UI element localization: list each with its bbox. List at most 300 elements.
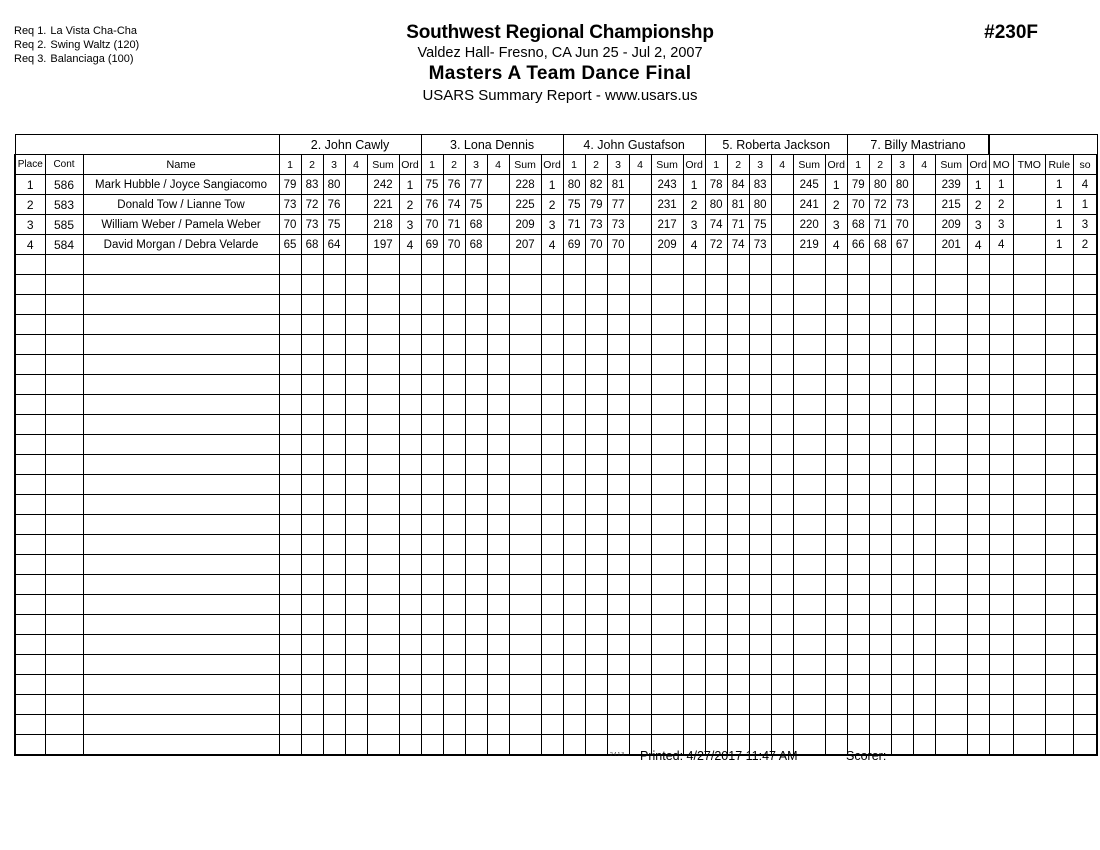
- cell-j4-ord: 1: [825, 175, 847, 195]
- table-row-empty[interactable]: [15, 255, 1097, 275]
- cell-j1-score-3: [323, 495, 345, 515]
- cell-j2-score-3: [465, 275, 487, 295]
- cell-j2-sum: [509, 555, 541, 575]
- cell-j3-sum: [651, 515, 683, 535]
- cell-j1-ord: [399, 455, 421, 475]
- cell-j5-sum: [935, 555, 967, 575]
- cell-j4-score-3: [749, 655, 771, 675]
- cell-j2-score-2: [443, 295, 465, 315]
- cell-j3-score-3: [607, 315, 629, 335]
- cell-j2-score-4: [487, 415, 509, 435]
- sheet-footer: [14, 749, 1044, 771]
- cell-j5-sum: [935, 595, 967, 615]
- table-row-empty[interactable]: [15, 315, 1097, 335]
- cell-j5-score-4: [913, 335, 935, 355]
- cell-j1-score-2: [301, 515, 323, 535]
- cell-tmo: [1013, 535, 1045, 555]
- cell-j2-score-2: [443, 555, 465, 575]
- cell-j1-score-1: [279, 515, 301, 535]
- cell-rule: [1045, 375, 1073, 395]
- cell-so: [1073, 275, 1097, 295]
- table-row-empty[interactable]: [15, 415, 1097, 435]
- cell-j5-ord: [967, 275, 989, 295]
- table-row-empty[interactable]: [15, 535, 1097, 555]
- cell-j2-score-3: [465, 555, 487, 575]
- cell-j3-score-3: [607, 695, 629, 715]
- table-row[interactable]: [15, 215, 1097, 235]
- cell-j2-score-1: [421, 295, 443, 315]
- cell-j4-sum: [793, 715, 825, 735]
- event-number: #230F: [984, 22, 1038, 43]
- cell-j1-score-4: [345, 475, 367, 495]
- cell-j3-score-1: [563, 515, 585, 535]
- cell-j4-score-2: [727, 535, 749, 555]
- table-row[interactable]: [15, 175, 1097, 195]
- cell-j5-score-2: [869, 295, 891, 315]
- cell-j5-score-3: [891, 595, 913, 615]
- cell-place: [15, 395, 45, 415]
- cell-j5-score-4: [913, 455, 935, 475]
- cell-j2-sum: [509, 675, 541, 695]
- cell-j3-score-4: [629, 475, 651, 495]
- col-header-j2-sum: Sum: [509, 155, 541, 175]
- cell-so: [1073, 695, 1097, 715]
- cell-j5-sum: [935, 635, 967, 655]
- cell-j4-sum: [793, 355, 825, 375]
- cell-j4-score-1: [705, 275, 727, 295]
- cell-tmo: [1013, 595, 1045, 615]
- cell-j3-ord: [683, 495, 705, 515]
- cell-j2-score-4: [487, 295, 509, 315]
- judge-band-spacer-right: [989, 135, 1097, 155]
- table-row-empty[interactable]: [15, 595, 1097, 615]
- cell-j1-score-2: [301, 615, 323, 635]
- cell-j1-score-4: [345, 655, 367, 675]
- cell-j4-sum: [793, 475, 825, 495]
- cell-j4-score-4: [771, 335, 793, 355]
- cell-name: [83, 595, 279, 615]
- cell-j2-sum: [509, 315, 541, 335]
- cell-j3-score-2: [585, 675, 607, 695]
- cell-j2-score-3: [465, 695, 487, 715]
- cell-so: [1073, 415, 1097, 435]
- cell-j2-score-2: 76: [443, 175, 465, 195]
- cell-j5-score-1: [847, 615, 869, 635]
- cell-j1-score-4: [345, 415, 367, 435]
- cell-j1-score-3: 64: [323, 235, 345, 255]
- cell-j1-score-1: [279, 315, 301, 335]
- cell-j4-ord: 2: [825, 195, 847, 215]
- cell-j4-score-4: [771, 255, 793, 275]
- cell-j5-score-1: 70: [847, 195, 869, 215]
- cell-j1-score-4: [345, 335, 367, 355]
- cell-j1-sum: 197: [367, 235, 399, 255]
- cell-j3-ord: [683, 615, 705, 635]
- cell-j2-score-3: [465, 495, 487, 515]
- cell-j5-score-4: [913, 695, 935, 715]
- cell-j1-score-3: [323, 515, 345, 535]
- cell-j1-score-2: [301, 295, 323, 315]
- cell-j3-score-1: [563, 595, 585, 615]
- cell-j4-score-2: [727, 515, 749, 535]
- requirement-number: 3.: [37, 53, 47, 65]
- table-row-empty[interactable]: [15, 575, 1097, 595]
- cell-j2-score-2: [443, 355, 465, 375]
- cell-j1-score-2: [301, 255, 323, 275]
- cell-name: [83, 635, 279, 655]
- col-header-j2-ord: Ord: [541, 155, 563, 175]
- cell-j1-score-3: 75: [323, 215, 345, 235]
- table-row-empty[interactable]: [15, 435, 1097, 455]
- cell-j2-sum: [509, 695, 541, 715]
- cell-mo: [989, 475, 1013, 495]
- table-row-empty[interactable]: [15, 275, 1097, 295]
- cell-j4-ord: [825, 515, 847, 535]
- cell-mo: [989, 275, 1013, 295]
- cell-rule: [1045, 495, 1073, 515]
- cell-j5-score-3: [891, 715, 913, 735]
- cell-j3-sum: [651, 695, 683, 715]
- cell-j4-score-2: [727, 395, 749, 415]
- cell-place: [15, 375, 45, 395]
- table-row-empty[interactable]: [15, 475, 1097, 495]
- cell-j4-ord: [825, 695, 847, 715]
- cell-j1-score-4: [345, 215, 367, 235]
- cell-j1-score-2: 83: [301, 175, 323, 195]
- cell-j2-score-3: [465, 715, 487, 735]
- cell-j1-ord: [399, 575, 421, 595]
- cell-j1-sum: 242: [367, 175, 399, 195]
- cell-j5-score-3: [891, 495, 913, 515]
- cell-j1-sum: [367, 495, 399, 515]
- cell-j2-score-4: [487, 615, 509, 635]
- cell-j4-score-2: [727, 335, 749, 355]
- cell-j5-sum: [935, 295, 967, 315]
- table-row-empty[interactable]: [15, 615, 1097, 635]
- cell-j1-sum: [367, 455, 399, 475]
- cell-j1-score-2: [301, 655, 323, 675]
- cell-j1-ord: [399, 295, 421, 315]
- cell-j1-score-3: [323, 395, 345, 415]
- cell-j2-score-4: [487, 495, 509, 515]
- cell-tmo: [1013, 435, 1045, 455]
- cell-j3-sum: [651, 255, 683, 275]
- cell-cont: [45, 255, 83, 275]
- cell-j2-score-3: 77: [465, 175, 487, 195]
- cell-j5-sum: [935, 315, 967, 335]
- cell-j5-score-2: [869, 595, 891, 615]
- cell-j4-score-2: [727, 475, 749, 495]
- cell-j2-score-4: [487, 215, 509, 235]
- cell-j2-ord: [541, 695, 563, 715]
- cell-j4-score-1: [705, 495, 727, 515]
- cell-j3-score-4: [629, 255, 651, 275]
- cell-j1-sum: [367, 315, 399, 335]
- cell-tmo: [1013, 615, 1045, 635]
- cell-j3-score-4: [629, 415, 651, 435]
- table-row-empty[interactable]: [15, 555, 1097, 575]
- cell-j4-score-4: [771, 575, 793, 595]
- table-row-empty[interactable]: [15, 515, 1097, 535]
- cell-mo: [989, 415, 1013, 435]
- cell-j2-sum: 228: [509, 175, 541, 195]
- cell-so: 3: [1073, 215, 1097, 235]
- cell-cont: [45, 475, 83, 495]
- cell-j4-score-1: 80: [705, 195, 727, 215]
- cell-j1-score-4: [345, 435, 367, 455]
- cell-j2-score-1: [421, 375, 443, 395]
- cell-j5-score-2: [869, 435, 891, 455]
- cell-j1-score-2: [301, 435, 323, 455]
- cell-j1-ord: [399, 435, 421, 455]
- cell-j5-score-3: [891, 575, 913, 595]
- table-row-empty[interactable]: [15, 495, 1097, 515]
- cell-j5-score-1: [847, 355, 869, 375]
- cell-rule: [1045, 475, 1073, 495]
- cell-j4-score-3: [749, 555, 771, 575]
- table-row-empty[interactable]: [15, 335, 1097, 355]
- cell-j3-sum: [651, 595, 683, 615]
- cell-j3-ord: [683, 595, 705, 615]
- cell-tmo: [1013, 675, 1045, 695]
- cell-j1-sum: [367, 595, 399, 615]
- col-header-rule: Rule: [1045, 155, 1073, 175]
- column-header-row: [15, 155, 1097, 175]
- cell-j4-score-4: [771, 535, 793, 555]
- score-sheet: [14, 134, 1091, 756]
- table-row[interactable]: [15, 195, 1097, 215]
- cell-j1-score-4: [345, 615, 367, 635]
- cell-j4-score-1: [705, 535, 727, 555]
- cell-j2-score-4: [487, 195, 509, 215]
- table-row-empty[interactable]: [15, 635, 1097, 655]
- cell-j2-ord: [541, 495, 563, 515]
- cell-j2-score-4: [487, 275, 509, 295]
- table-row-empty[interactable]: [15, 355, 1097, 375]
- cell-mo: [989, 675, 1013, 695]
- cell-j4-ord: [825, 435, 847, 455]
- cell-j5-score-3: [891, 275, 913, 295]
- cell-place: [15, 455, 45, 475]
- cell-j3-score-4: [629, 175, 651, 195]
- cell-j5-score-4: [913, 655, 935, 675]
- cell-j5-sum: [935, 715, 967, 735]
- cell-j3-score-4: [629, 695, 651, 715]
- cell-j1-score-1: 65: [279, 235, 301, 255]
- col-header-j4-2: 2: [727, 155, 749, 175]
- cell-j3-score-4: [629, 535, 651, 555]
- table-row-empty[interactable]: [15, 655, 1097, 675]
- cell-j5-ord: [967, 415, 989, 435]
- cell-j2-ord: 3: [541, 215, 563, 235]
- cell-j1-score-4: [345, 595, 367, 615]
- cell-j1-score-1: [279, 395, 301, 415]
- cell-tmo: [1013, 395, 1045, 415]
- table-row-empty[interactable]: [15, 715, 1097, 735]
- requirements-list: [14, 24, 139, 66]
- scorer-label: Scorer:: [846, 749, 887, 763]
- cell-j4-score-4: [771, 675, 793, 695]
- cell-j5-sum: [935, 355, 967, 375]
- cell-name: [83, 275, 279, 295]
- cell-name: [83, 415, 279, 435]
- cell-j4-score-4: [771, 175, 793, 195]
- cell-j3-ord: [683, 255, 705, 275]
- cell-j1-score-1: [279, 415, 301, 435]
- cell-j5-score-3: 70: [891, 215, 913, 235]
- cell-j5-ord: [967, 635, 989, 655]
- cell-cont: [45, 375, 83, 395]
- cell-j5-ord: [967, 375, 989, 395]
- cell-j5-score-3: [891, 335, 913, 355]
- cell-j3-ord: [683, 535, 705, 555]
- cell-j3-score-2: 73: [585, 215, 607, 235]
- cell-j1-sum: [367, 335, 399, 355]
- cell-j1-score-4: [345, 195, 367, 215]
- cell-so: [1073, 535, 1097, 555]
- cell-j1-score-2: [301, 695, 323, 715]
- cell-j5-sum: 209: [935, 215, 967, 235]
- cell-j2-ord: [541, 515, 563, 535]
- cell-j4-sum: [793, 495, 825, 515]
- cell-j2-score-3: [465, 655, 487, 675]
- cell-j4-score-1: [705, 435, 727, 455]
- cell-j4-ord: [825, 475, 847, 495]
- cell-j5-score-2: [869, 715, 891, 735]
- cell-j5-score-2: [869, 355, 891, 375]
- table-row-empty[interactable]: [15, 395, 1097, 415]
- cell-j5-score-2: [869, 695, 891, 715]
- cell-j2-score-1: [421, 615, 443, 635]
- cell-j2-score-2: [443, 435, 465, 455]
- cell-j1-ord: [399, 315, 421, 335]
- cell-j4-score-4: [771, 715, 793, 735]
- cell-j5-score-4: [913, 715, 935, 735]
- cell-cont: [45, 695, 83, 715]
- cell-j5-score-1: 68: [847, 215, 869, 235]
- cell-mo: [989, 595, 1013, 615]
- cell-j5-ord: 2: [967, 195, 989, 215]
- cell-j2-score-1: [421, 415, 443, 435]
- cell-j3-score-4: [629, 195, 651, 215]
- cell-j3-sum: [651, 495, 683, 515]
- cell-j4-sum: 241: [793, 195, 825, 215]
- cell-so: [1073, 495, 1097, 515]
- cell-tmo: [1013, 575, 1045, 595]
- cell-j5-score-2: [869, 255, 891, 275]
- cell-j2-sum: [509, 615, 541, 635]
- cell-j3-score-1: [563, 555, 585, 575]
- cell-j4-score-2: 84: [727, 175, 749, 195]
- cell-j3-sum: [651, 475, 683, 495]
- cell-j3-score-4: [629, 335, 651, 355]
- cell-rule: [1045, 335, 1073, 355]
- cell-j5-sum: [935, 515, 967, 535]
- cell-j2-ord: [541, 655, 563, 675]
- cell-j3-sum: [651, 395, 683, 415]
- cell-so: [1073, 395, 1097, 415]
- cell-rule: [1045, 435, 1073, 455]
- cell-j4-score-1: [705, 715, 727, 735]
- cell-j3-sum: [651, 715, 683, 735]
- cell-j3-score-1: [563, 475, 585, 495]
- cell-j3-sum: [651, 635, 683, 655]
- cell-j1-score-3: [323, 475, 345, 495]
- table-row-empty[interactable]: [15, 695, 1097, 715]
- cell-j3-score-1: [563, 435, 585, 455]
- cell-j1-score-1: [279, 455, 301, 475]
- cell-j2-sum: [509, 335, 541, 355]
- cell-name: [83, 675, 279, 695]
- cell-cont: 586: [45, 175, 83, 195]
- cell-j5-sum: [935, 535, 967, 555]
- cell-j5-score-3: [891, 515, 913, 535]
- cell-j3-score-3: [607, 255, 629, 275]
- cell-j1-score-3: [323, 435, 345, 455]
- cell-j3-sum: [651, 355, 683, 375]
- cell-j4-score-3: [749, 455, 771, 475]
- table-row[interactable]: [15, 235, 1097, 255]
- cell-j3-score-3: [607, 435, 629, 455]
- cell-cont: [45, 555, 83, 575]
- cell-rule: 1: [1045, 235, 1073, 255]
- table-row-empty[interactable]: [15, 375, 1097, 395]
- table-row-empty[interactable]: [15, 295, 1097, 315]
- cell-tmo: [1013, 515, 1045, 535]
- cell-j2-score-3: [465, 515, 487, 535]
- table-row-empty[interactable]: [15, 455, 1097, 475]
- cell-cont: [45, 295, 83, 315]
- cell-j5-score-2: 68: [869, 235, 891, 255]
- cell-place: [15, 515, 45, 535]
- cell-j1-score-4: [345, 575, 367, 595]
- cell-j3-score-4: [629, 515, 651, 535]
- cell-name: [83, 655, 279, 675]
- cell-j4-score-4: [771, 475, 793, 495]
- cell-j4-score-2: [727, 455, 749, 475]
- cell-j1-score-4: [345, 255, 367, 275]
- col-header-tmo: TMO: [1013, 155, 1045, 175]
- cell-tmo: [1013, 555, 1045, 575]
- cell-j1-score-3: [323, 295, 345, 315]
- cell-j1-sum: [367, 515, 399, 535]
- cell-j5-score-3: [891, 395, 913, 415]
- cell-j4-ord: [825, 535, 847, 555]
- cell-j4-score-1: [705, 635, 727, 655]
- cell-j4-score-2: [727, 495, 749, 515]
- cell-j1-score-1: [279, 295, 301, 315]
- requirement-item: [14, 38, 139, 52]
- cell-j4-ord: [825, 275, 847, 295]
- cell-j1-score-4: [345, 315, 367, 335]
- cell-j4-score-3: 73: [749, 235, 771, 255]
- cell-j2-score-1: [421, 395, 443, 415]
- cell-j2-score-3: [465, 535, 487, 555]
- table-row-empty[interactable]: [15, 675, 1097, 695]
- cell-j1-ord: 3: [399, 215, 421, 235]
- cell-j5-score-1: [847, 595, 869, 615]
- cell-j5-score-1: [847, 555, 869, 575]
- cell-j2-score-4: [487, 335, 509, 355]
- col-header-j5-1: 1: [847, 155, 869, 175]
- cell-mo: 1: [989, 175, 1013, 195]
- cell-cont: 584: [45, 235, 83, 255]
- cell-j3-ord: [683, 335, 705, 355]
- cell-mo: [989, 315, 1013, 335]
- cell-j1-score-4: [345, 395, 367, 415]
- cell-j4-sum: [793, 535, 825, 555]
- col-header-j1-1: 1: [279, 155, 301, 175]
